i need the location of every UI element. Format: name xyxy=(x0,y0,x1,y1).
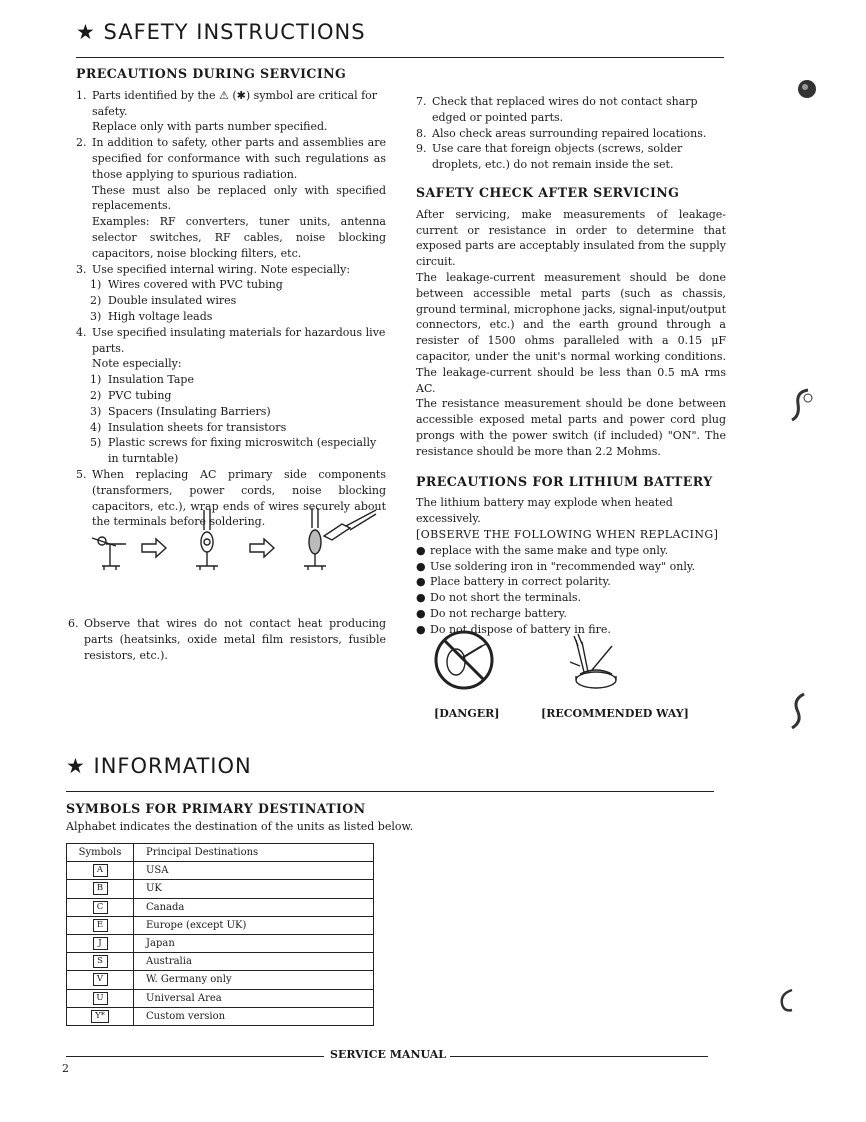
bullet-icon: ● xyxy=(416,591,426,605)
list-item xyxy=(416,94,726,126)
symbol-cell xyxy=(67,1007,134,1025)
item-number: 8. xyxy=(416,126,427,140)
sub-item xyxy=(76,309,386,325)
item2-text-b: These must also be replaced only with specified replacements. xyxy=(92,183,386,213)
destination-cell: USA xyxy=(134,862,374,880)
symbols-column-header: Symbols xyxy=(67,844,134,862)
left-column xyxy=(76,66,386,530)
sub-item xyxy=(76,435,386,467)
item4-note: Note especially: xyxy=(92,357,182,371)
symbol-cell xyxy=(67,916,134,934)
item-number: 4. xyxy=(76,325,87,339)
sub-number: 1) xyxy=(90,373,102,387)
information-title: ★ INFORMATION xyxy=(66,754,252,778)
destination-symbol-box: B xyxy=(93,882,108,895)
item-number: 9. xyxy=(416,142,427,156)
destination-cell: UK xyxy=(134,880,374,898)
servicing-heading: PRECAUTIONS DURING SERVICING xyxy=(76,66,347,81)
recommended-soldering-icon xyxy=(560,632,630,692)
sub-item xyxy=(76,404,386,420)
sub-item xyxy=(76,420,386,436)
destination-cell: Japan xyxy=(134,934,374,952)
sub-text: Insulation Tape xyxy=(108,373,194,387)
item5-text: When replacing AC primary side components (transformers, power cords, noise blocking capacitors, etc.), wrap ends of wires securely about the terminals before soldering. xyxy=(92,467,386,529)
lithium-paragraph-2: [OBSERVE THE FOLLOWING WHEN REPLACING] xyxy=(416,527,719,541)
list-item xyxy=(416,559,726,575)
safety-check-paragraph-1: After servicing, make measurements of leakage-current or resistance in order to determine that exposed parts are acceptably insulated from the supply circuit. xyxy=(416,207,726,269)
symbol-cell xyxy=(67,898,134,916)
sub-item xyxy=(76,293,386,309)
sub-number: 2) xyxy=(90,388,102,402)
list-item xyxy=(416,543,726,559)
list-item xyxy=(416,606,726,622)
item4-text: Use specified insulating materials for hazardous live parts. xyxy=(92,325,386,355)
destination-cell: Universal Area xyxy=(134,989,374,1007)
sub-text: Spacers (Insulating Barriers) xyxy=(108,404,271,418)
lithium-heading: PRECAUTIONS FOR LITHIUM BATTERY xyxy=(416,473,713,489)
wire-wrapping-illustration xyxy=(80,500,380,572)
destination-cell: W. Germany only xyxy=(134,971,374,989)
item-number: 6. xyxy=(68,617,79,630)
binding-hole-icon xyxy=(786,384,820,428)
list-item xyxy=(76,325,386,372)
information-rule xyxy=(66,791,714,792)
destination-symbol-box: Y* xyxy=(91,1010,109,1023)
table-header-row xyxy=(67,844,374,862)
list-item xyxy=(416,590,726,606)
bullet-text: replace with the same make and type only. xyxy=(430,543,669,557)
destination-symbol-box: E xyxy=(93,919,108,932)
sub-text: Insulation sheets for transistors xyxy=(108,420,287,434)
item-number: 5. xyxy=(76,467,87,481)
item1-text-b: Replace only with parts number specified. xyxy=(92,120,328,134)
list-item xyxy=(76,135,386,261)
table-row xyxy=(67,1007,374,1025)
recommended-way-caption: [RECOMMENDED WAY] xyxy=(541,707,689,720)
list-item xyxy=(416,126,726,142)
safety-instructions-title: ★ SAFETY INSTRUCTIONS xyxy=(76,20,366,44)
item8-text: Also check areas surrounding repaired locations. xyxy=(432,126,707,140)
footer-rule-right xyxy=(450,1056,708,1057)
list-item xyxy=(416,141,726,173)
symbol-cell xyxy=(67,971,134,989)
item-number: 7. xyxy=(416,95,427,108)
item3-text: Use specified internal wiring. Note especially: xyxy=(92,262,351,276)
symbol-cell xyxy=(67,989,134,1007)
symbol-cell xyxy=(67,862,134,880)
binding-hole-icon xyxy=(794,76,820,102)
item2-text-a: In addition to safety, other parts and assemblies are specified for conformance with such regulations as those applying to spurious radiation. xyxy=(92,136,386,181)
sub-number: 4) xyxy=(90,420,102,434)
sub-text: PVC tubing xyxy=(108,388,172,402)
table-row xyxy=(67,989,374,1007)
item6-text: Observe that wires do not contact heat producing parts (heatsinks, oxide metal film resistors, fusible resistors, etc.). xyxy=(84,617,386,662)
sub-number: 2) xyxy=(90,294,102,308)
item7-text: Check that replaced wires do not contact sharp edged or pointed parts. xyxy=(432,95,698,124)
table-row xyxy=(67,971,374,989)
bullet-icon: ● xyxy=(416,559,426,573)
table-row xyxy=(67,953,374,971)
destination-intro: Alphabet indicates the destination of the units as listed below. xyxy=(66,820,414,833)
destination-symbol-box: A xyxy=(93,864,108,877)
item9-text: Use care that foreign objects (screws, solder droplets, etc.) do not remain inside the set. xyxy=(432,142,683,172)
symbol-cell xyxy=(67,934,134,952)
bullet-text: Do not recharge battery. xyxy=(430,606,567,620)
table-row xyxy=(67,916,374,934)
sub-item xyxy=(76,372,386,388)
bullet-icon: ● xyxy=(416,622,426,636)
binding-hole-icon xyxy=(786,690,816,734)
danger-caption: [DANGER] xyxy=(434,707,500,720)
binding-hole-icon xyxy=(776,986,800,1016)
sub-item xyxy=(76,277,386,293)
destination-heading: SYMBOLS FOR PRIMARY DESTINATION xyxy=(66,801,366,816)
destination-symbol-box: J xyxy=(93,937,108,950)
safety-check-paragraph-3: The resistance measurement should be done between accessible exposed metal parts and power cord plug prongs with the power switch (if included) "ON". The resistance should be more than 2.2 Mohms. xyxy=(416,397,726,458)
lithium-paragraph-1: The lithium battery may explode when heated excessively. xyxy=(416,496,673,526)
destination-cell: Europe (except UK) xyxy=(134,916,374,934)
table-row xyxy=(67,898,374,916)
sub-number: 3) xyxy=(90,309,102,323)
list-item xyxy=(76,88,386,135)
item2-text-c: Examples: RF converters, tuner units, antenna selector switches, RF cables, noise blocking capacitors, noise blocking filters, etc. xyxy=(92,215,386,260)
symbol-cell xyxy=(67,880,134,898)
bullet-text: Place battery in correct polarity. xyxy=(430,575,611,589)
destination-table xyxy=(66,843,374,1026)
danger-prohibited-icon xyxy=(430,628,500,692)
item-number: 1. xyxy=(76,88,87,102)
sub-number: 3) xyxy=(90,404,102,418)
list-item xyxy=(76,262,386,278)
safety-check-paragraph-2: The leakage-current measurement should be done between accessible metal parts (such as chassis, ground terminal, microphone jacks, signal-input/output connectors, etc.) and the earth ground through a resister of 1500 ohms paralleled with a 0.15 μF capacitor, under the unit's normal working conditions. The leakage-current should be less than 0.5 mA rms AC. xyxy=(416,270,726,395)
bullet-text: Do not dispose of battery in fire. xyxy=(430,622,611,636)
header-rule xyxy=(76,57,724,58)
sub-text: Double insulated wires xyxy=(108,294,237,308)
table-row xyxy=(67,862,374,880)
destination-symbol-box: S xyxy=(93,955,108,968)
destinations-column-header: Principal Destinations xyxy=(134,844,374,862)
destination-symbol-box: C xyxy=(93,901,108,914)
sub-number: 5) xyxy=(90,436,102,450)
bullet-icon: ● xyxy=(416,606,426,620)
sub-text: Wires covered with PVC tubing xyxy=(108,278,283,292)
item-number: 2. xyxy=(76,136,87,150)
item6-block xyxy=(68,616,386,663)
destination-symbol-box: V xyxy=(93,973,108,986)
table-row xyxy=(67,934,374,952)
page-number: 2 xyxy=(62,1062,69,1075)
table-row xyxy=(67,880,374,898)
sub-item xyxy=(76,388,386,404)
bullet-text: Do not short the terminals. xyxy=(430,591,582,605)
destination-cell: Australia xyxy=(134,953,374,971)
bullet-text: Use soldering iron in "recommended way" only. xyxy=(430,559,696,573)
sub-number: 1) xyxy=(90,278,102,292)
bullet-icon: ● xyxy=(416,575,426,589)
sub-text: High voltage leads xyxy=(108,309,213,323)
item-number: 3. xyxy=(76,262,87,276)
sub-text: Plastic screws for fixing microswitch (especially in turntable) xyxy=(108,436,377,466)
destination-cell: Custom version xyxy=(134,1007,374,1025)
list-item xyxy=(68,616,386,663)
list-item xyxy=(416,574,726,590)
destination-symbol-box: U xyxy=(93,992,108,1005)
symbol-cell xyxy=(67,953,134,971)
safety-check-heading: SAFETY CHECK AFTER SERVICING xyxy=(416,184,680,200)
footer-label: SERVICE MANUAL xyxy=(330,1048,447,1061)
destination-cell: Canada xyxy=(134,898,374,916)
right-column xyxy=(416,94,726,638)
footer-rule-left xyxy=(66,1056,324,1057)
bullet-icon: ● xyxy=(416,543,426,557)
item1-text-a: Parts identified by the ⚠ (✱) symbol are critical for safety. xyxy=(92,88,378,118)
